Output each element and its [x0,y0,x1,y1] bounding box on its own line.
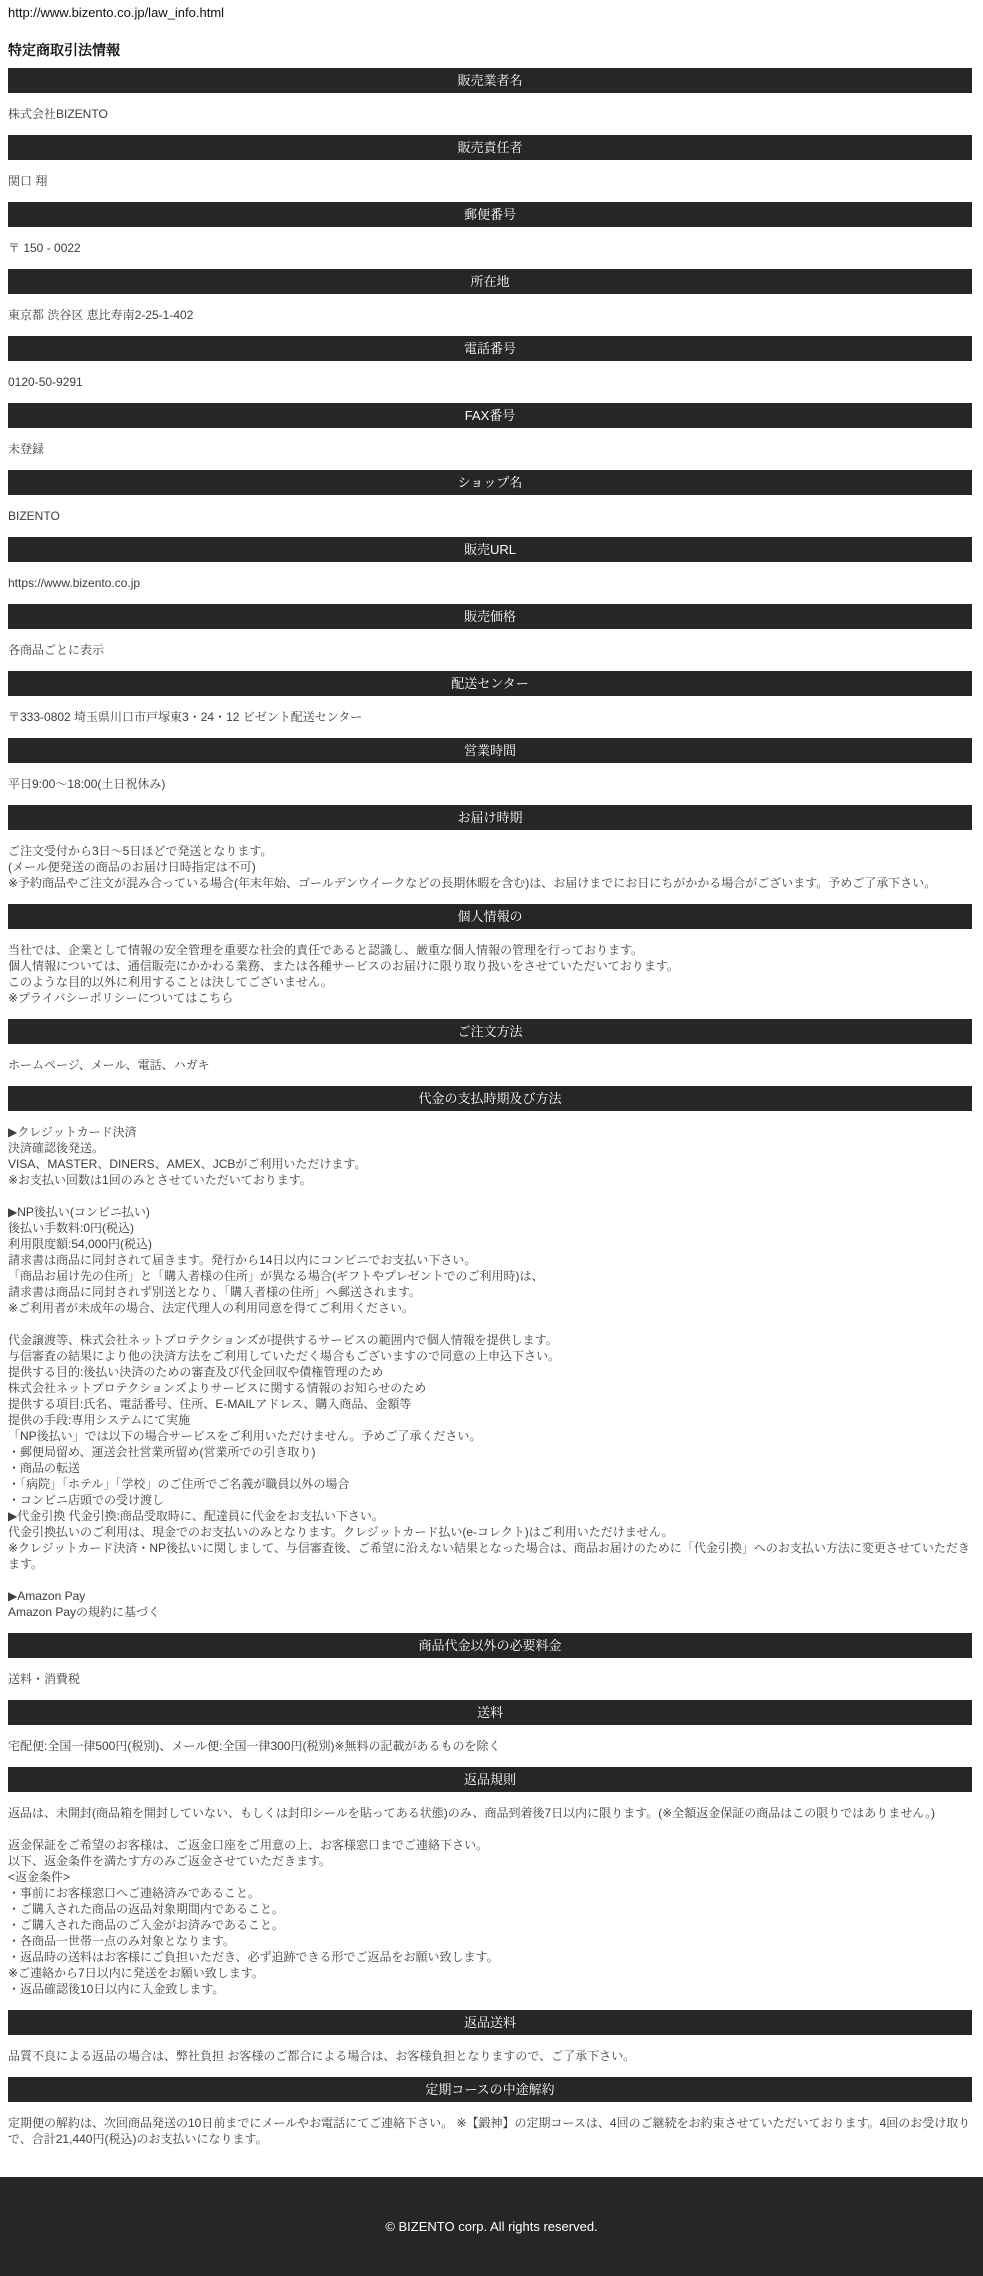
section-text-line: ・「病院」「ホテル」「学校」のご住所でご名義が職員以外の場合 [8,1477,350,1491]
section-heading-label: 営業時間 [463,743,516,758]
section-text-line: ※クレジットカード決済・NP後払いに関しまして、与信審査後、ご希望に沿えない結果となった場合は、商品お届けのために「代金引換」へのお支払い方法に変更させていただきます。 [8,1541,970,1571]
section-heading-label: 返品送料 [463,2015,516,2030]
section-header-bar [8,470,972,495]
section-body [8,1805,972,1997]
section-header-bar [8,202,972,227]
section-text-line: 株式会社ネットプロテクションズよりサービスに関する情報のお知らせのため [8,1381,427,1395]
info-section [8,1633,972,1687]
section-header-bar [8,738,972,763]
section-heading-label: 販売URL [463,542,516,557]
section-text-line: ▶代金引換 代金引換:商品受取時に、配達員に代金をお支払い下さい。 [8,1509,384,1523]
section-text-line [8,1316,972,1332]
section-body [8,240,972,256]
section-body [8,1124,972,1620]
section-heading-label: ショップ名 [457,475,523,490]
section-heading-label: 商品代金以外の必要料金 [418,1638,562,1653]
section-text-line: ・コンビニ店頭での受け渡し [8,1493,165,1507]
section-text-line: 以下、返金条件を満たす方のみご返金させていただきます。 [8,1854,332,1868]
section-header-bar [8,1019,972,1044]
section-text-line: <返金条件> [8,1870,71,1884]
section-text-line: ・ご購入された商品の返品対象期間内であること。 [8,1902,285,1916]
section-text-line: 利用限度額:54,000円(税込) [8,1237,153,1251]
section-heading-label: 所在地 [470,274,510,289]
info-section [8,470,972,524]
section-header-bar [8,135,972,160]
copyright-text: © BIZENTO corp. All rights reserved. [385,2219,598,2234]
section-header-bar [8,403,972,428]
section-text-line: 請求書は商品に同封されて届きます。発行から14日以内にコンビニでお支払い下さい。 [8,1253,477,1267]
info-section [8,738,972,792]
section-text-line: ・郵便局留め、運送会社営業所留め(営業所での引き取り) [8,1445,316,1459]
info-section [8,1767,972,1997]
section-text-line: 送料・消費税 [8,1672,81,1686]
page-footer [0,2177,983,2276]
section-text-line: 東京都 渋谷区 恵比寿南2-25-1-402 [8,308,194,322]
info-section [8,2077,972,2147]
section-text-line: VISA、MASTER、DINERS、AMEX、JCBがご利用いただけます。 [8,1157,367,1171]
section-text-line: このような目的以外に利用することは決してございません。 [8,975,333,989]
section-text-line: 0120-50-9291 [8,375,83,389]
section-heading-label: 個人情報の [457,909,523,924]
section-text-line: 請求書は商品に同封されず別送となり、「購入者様の住所」へ郵送されます。 [8,1285,422,1299]
section-header-bar [8,904,972,929]
section-heading-label: 返品規則 [463,1772,516,1787]
info-section [8,269,972,323]
info-section [8,805,972,891]
section-text-line: ・商品の転送 [8,1461,81,1475]
section-heading-label: FAX番号 [464,408,516,423]
section-heading-label: 送料 [476,1705,503,1720]
section-heading-label: 郵便番号 [463,207,516,222]
section-body [8,1738,972,1754]
section-text-line: 当社では、企業として情報の安全管理を重要な社会的責任であると認識し、厳重な個人情報の管理を行っております。 [8,943,644,957]
section-text-line: ※プライバシーポリシーについてはこちら [8,991,234,1005]
section-header-bar [8,2077,972,2102]
section-text-line: ・事前にお客様窓口へご連絡済みであること。 [8,1886,261,1900]
info-section [8,1086,972,1620]
section-text-line: 株式会社BIZENTO [8,107,108,121]
section-body [8,1671,972,1687]
section-text-line [8,1821,972,1837]
section-text-line: 定期便の解約は、次回商品発送の10日前までにメールやお電話にてご連絡下さい。 ※【鍛神】の定期コースは、4回のご継続をお約束させていただいております。4回のお受け取りで、合計21,440円(税込)のお支払いになります。 [8,2116,971,2146]
section-heading-label: 電話番号 [463,341,516,356]
section-text-line: 未登録 [8,442,45,456]
section-text-line: 決済確認後発送。 [8,1141,105,1155]
section-text-line: ・返品確認後10日以内に入金致します。 [8,1982,225,1996]
info-section [8,202,972,256]
section-body [8,642,972,658]
section-text-line: 後払い手数料:0円(税込) [8,1221,135,1235]
section-text-line: 〒333-0802 埼玉県川口市戸塚東3・24・12 ビゼント配送センター [8,710,363,724]
section-body [8,106,972,122]
section-text-line: 各商品ごとに表示 [8,643,105,657]
section-text-line: 品質不良による返品の場合は、弊社負担 お客様のご都合による場合は、お客様負担となりますので、ご了承下さい。 [8,2049,636,2063]
section-body [8,942,972,1006]
section-heading-label: 販売業者名 [457,73,523,88]
section-text-line: 個人情報については、通信販売にかかわる業務、または各種サービスのお届けに限り取り扱いをさせていただいております。 [8,959,679,973]
section-text-line: 提供の手段:専用システムにて実施 [8,1413,191,1427]
info-section [8,904,972,1006]
section-text-line: (メール便発送の商品のお届け日時指定は不可) [8,860,256,874]
section-text-line: 〒 150 - 0022 [8,241,81,255]
info-section [8,604,972,658]
section-header-bar [8,1086,972,1111]
section-header-bar [8,1767,972,1792]
section-header-bar [8,537,972,562]
info-section [8,537,972,591]
section-text-line [8,1572,972,1588]
section-body [8,307,972,323]
section-heading-label: 代金の支払時期及び方法 [418,1091,562,1106]
section-text-line: ▶NP後払い(コンビニ払い) [8,1205,150,1219]
section-body [8,709,972,725]
info-section [8,135,972,189]
section-heading-label: 販売責任者 [457,140,523,155]
section-header-bar [8,604,972,629]
section-text-line: 提供する項目:氏名、電話番号、住所、E-MAILアドレス、購入商品、金額等 [8,1397,412,1411]
section-text-line: BIZENTO [8,509,60,523]
info-section [8,68,972,122]
section-body [8,843,972,891]
section-header-bar [8,2010,972,2035]
section-heading-label: 販売価格 [463,609,516,624]
section-text-line: 提供する目的:後払い決済のための審査及び代金回収や債権管理のため [8,1365,384,1379]
section-body [8,173,972,189]
section-body [8,2048,972,2064]
section-text-line: https://www.bizento.co.jp [8,576,141,590]
section-header-bar [8,336,972,361]
section-header-bar [8,269,972,294]
section-body [8,508,972,524]
section-body [8,441,972,457]
section-body [8,1057,972,1073]
section-heading-label: 配送センター [451,676,529,691]
section-header-bar [8,1633,972,1658]
section-text-line: Amazon Payの規約に基づく [8,1605,161,1619]
info-section [8,2010,972,2064]
section-heading-label: ご注文方法 [457,1024,523,1039]
section-heading-label: お届け時期 [457,810,523,825]
section-text-line: ▶Amazon Pay [8,1589,86,1603]
info-section [8,403,972,457]
section-header-bar [8,671,972,696]
info-section [8,1019,972,1073]
section-header-bar [8,68,972,93]
info-section [8,1700,972,1754]
section-text-line: ご注文受付から3日〜5日ほどで発送となります。 [8,844,273,858]
section-heading-label: 定期コースの中途解約 [425,2082,555,2097]
section-header-bar [8,805,972,830]
section-text-line: 与信審査の結果により他の決済方法をご利用していただく場合もございますので同意の上申込下さい。 [8,1349,561,1363]
section-text-line: ▶クレジットカード決済 [8,1125,137,1139]
section-text-line: 平日9:00〜18:00(土日祝休み) [8,777,166,791]
section-body [8,2115,972,2147]
section-body [8,776,972,792]
section-header-bar [8,1700,972,1725]
section-text-line: ホームページ、メール、電話、ハガキ [8,1058,210,1072]
section-body [8,575,972,591]
section-text-line: 代金引換払いのご利用は、現金でのお支払いのみとなります。クレジットカード払い(e-コレクト)はご利用いただけません。 [8,1525,674,1539]
section-text-line: 宅配便:全国一律500円(税別)、メール便:全国一律300円(税別)※無料の記載があるものを除く [8,1739,501,1753]
info-section [8,671,972,725]
section-text-line: 「NP後払い」では以下の場合サービスをご利用いただけません。予めご了承ください。 [8,1429,482,1443]
section-text-line: 関口 翔 [8,174,48,188]
info-section [8,336,972,390]
section-text-line: 「商品お届け先の住所」と「購入者様の住所」が異なる場合(ギフトやプレゼントでのご利用時)は、 [8,1269,544,1283]
section-text-line: ※お支払い回数は1回のみとさせていただいております。 [8,1173,312,1187]
section-text-line: ・返品時の送料はお客様にご負担いただき、必ず追跡できる形でご返品をお願い致します。 [8,1950,499,1964]
section-text-line: 返金保証をご希望のお客様は、ご返金口座をご用意の上、お客様窓口までご連絡下さい。 [8,1838,489,1852]
page-title: 特定商取引法情報 [8,42,120,58]
section-text-line: 返品は、未開封(商品箱を開封していない、もしくは封印シールを貼ってある状態)のみ、商品到着後7日以内に限ります。(※全額返金保証の商品はこの限りではありません。) [8,1806,935,1820]
section-text-line: ※ご連絡から7日以内に発送をお願い致します。 [8,1966,264,1980]
section-text-line: 代金譲渡等、株式会社ネットプロテクションズが提供するサービスの範囲内で個人情報を提供します。 [8,1333,558,1347]
sections-container [8,68,972,2147]
section-text-line: ※予約商品やご注文が混み合っている場合(年末年始、ゴールデンウイークなどの長期休暇を含む)は、お届けまでにお日にちがかかる場合がございます。予めご了承下さい。 [8,876,937,890]
section-body [8,374,972,390]
section-text-line: ・各商品一世帯一点のみ対象となります。 [8,1934,236,1948]
section-text-line [8,1188,972,1204]
section-text-line: ・ご購入された商品のご入金がお済みであること。 [8,1918,285,1932]
page-url-text: http://www.bizento.co.jp/law_info.html [8,5,225,20]
section-text-line: ※ご利用者が未成年の場合、法定代理人の利用同意を得てご利用ください。 [8,1301,415,1315]
